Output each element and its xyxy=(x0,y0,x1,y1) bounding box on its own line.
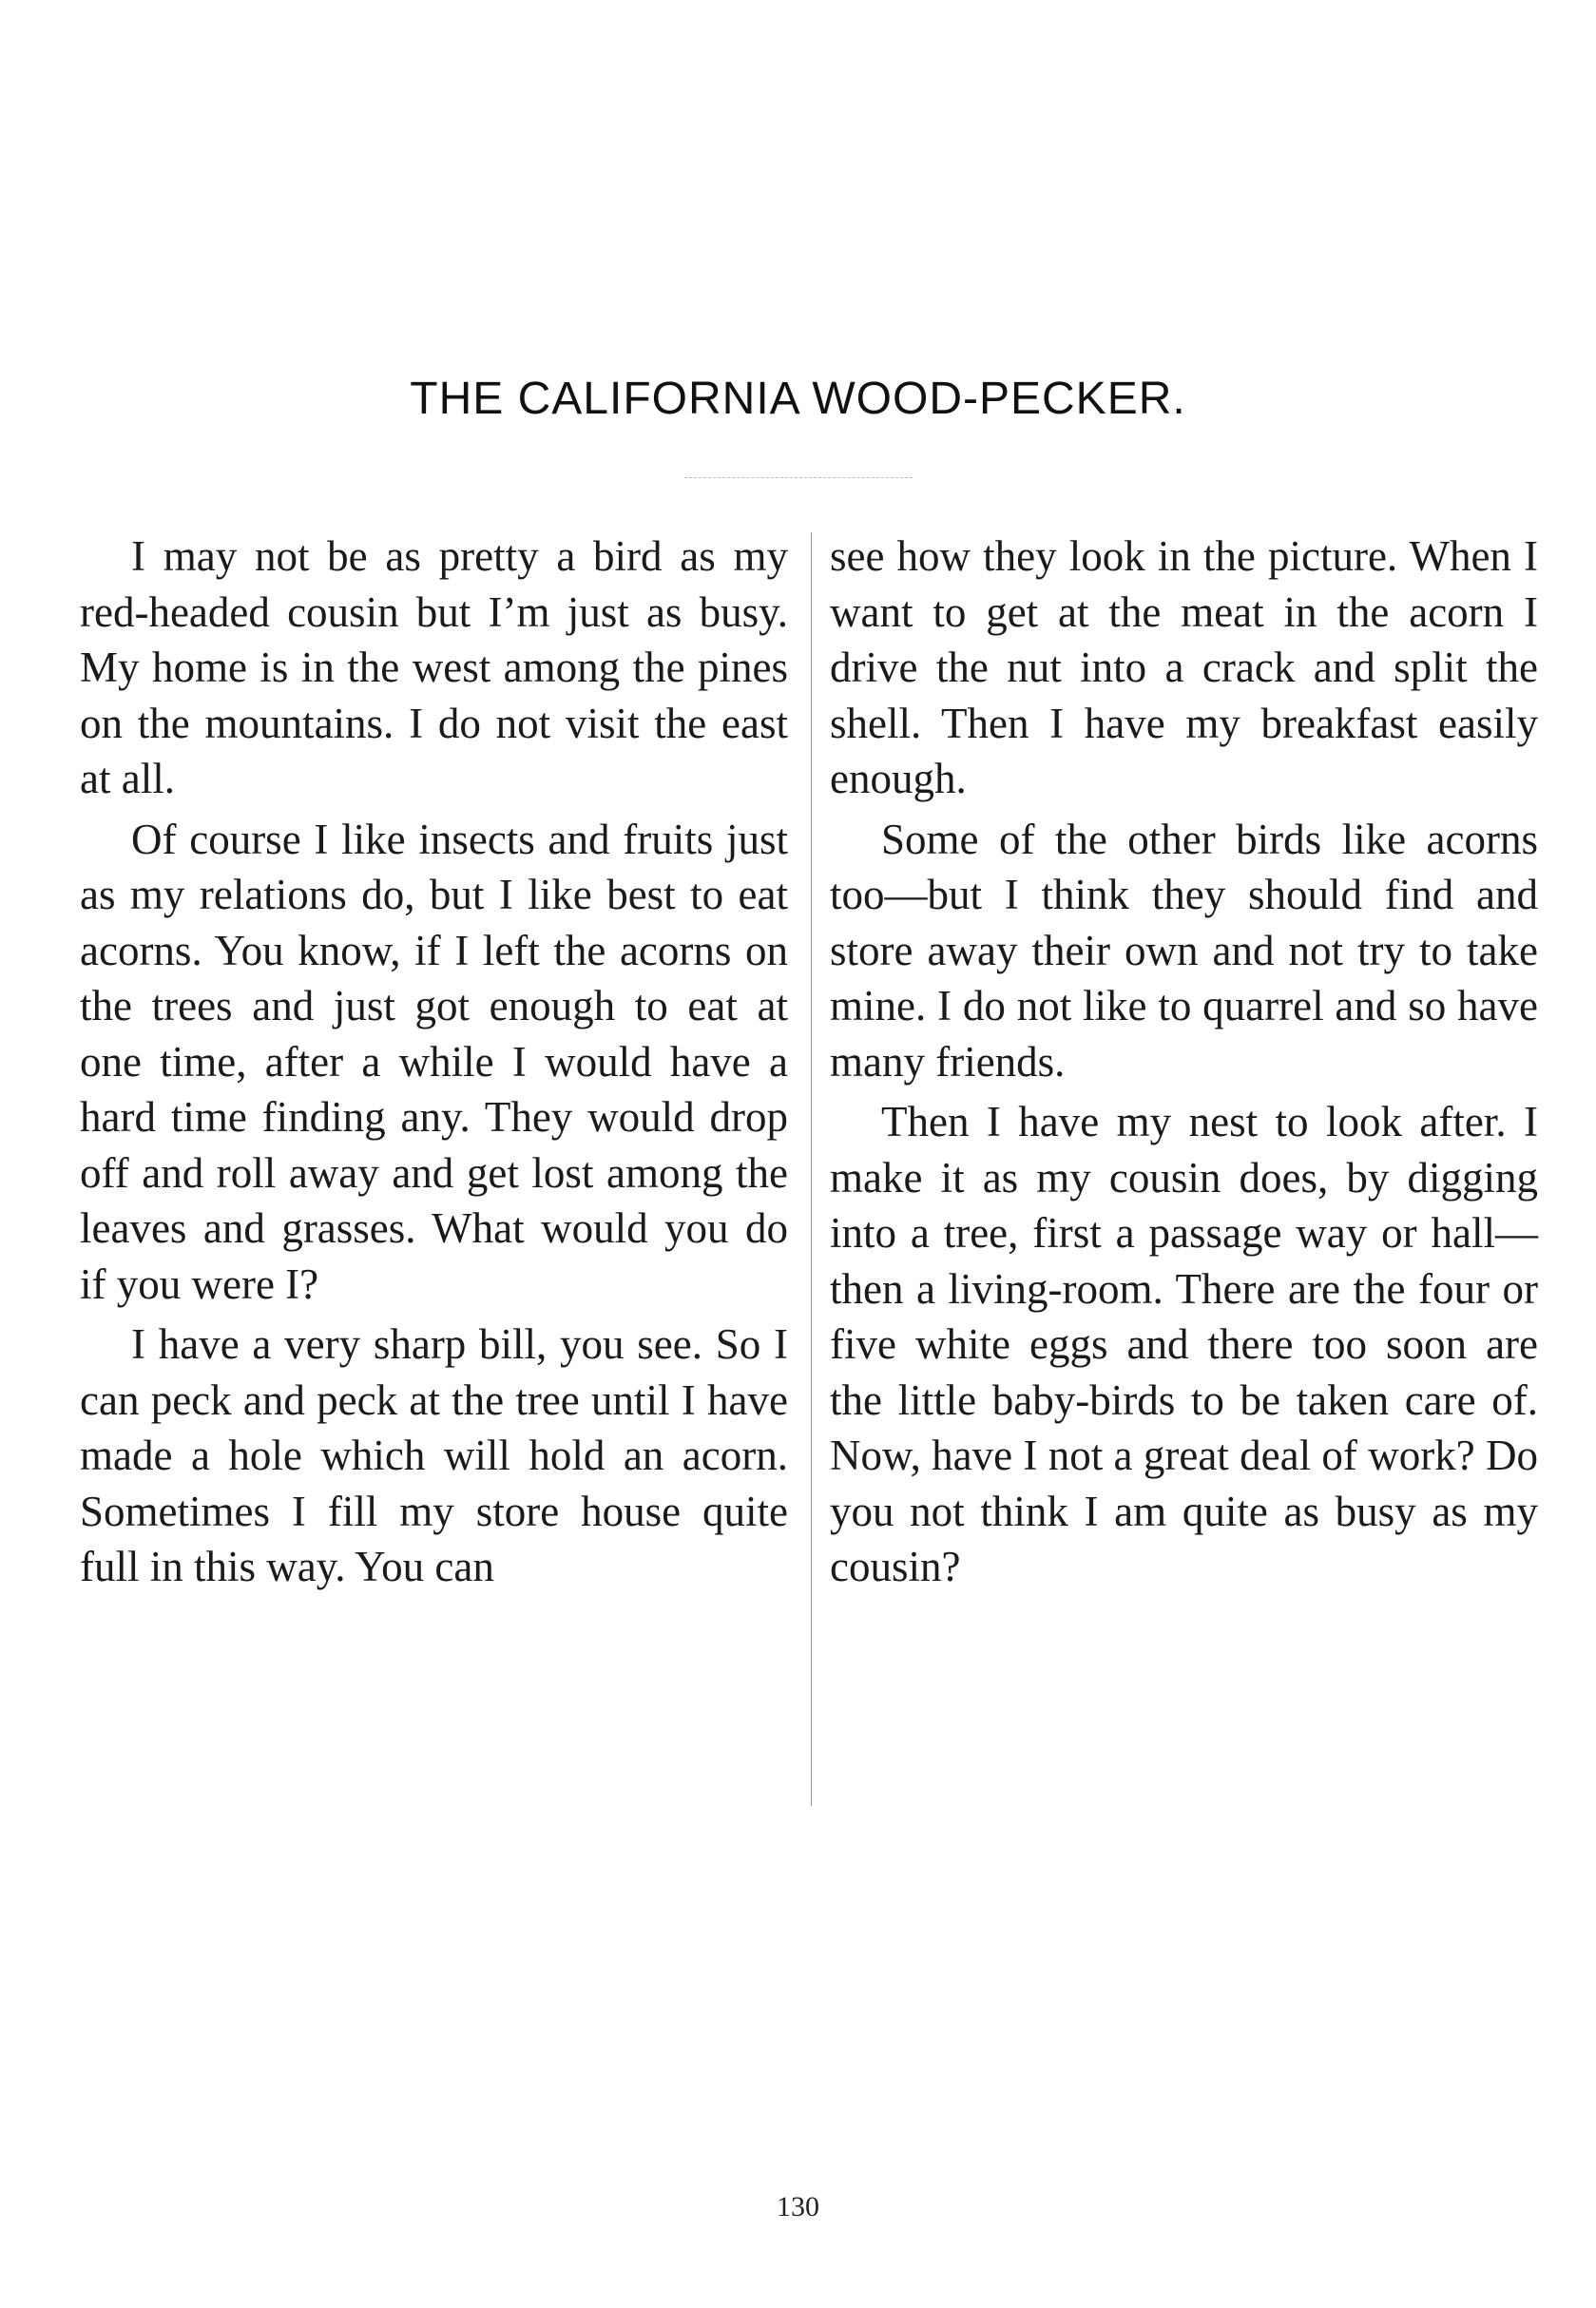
paragraph: Then I have my nest to look after. I make it as my cousin does, by digging into a tree, first a passage way or hall—then a living-room. There are the four or five white eggs and there too soon are the little baby-birds to be taken care of. Now, have I not a great deal of work? Do you not think I am quite as busy as my cousin? xyxy=(830,1098,1538,1590)
article-title: THE CALIFORNIA WOOD-PECKER. xyxy=(410,374,1186,424)
paragraph: Of course I like insects and fruits just as my relations do, but I like best to eat acorns. You know, if I left the acorns on the trees and just got enough to eat at one time, after a while I would have a hard time finding any. They would drop off and roll away and get lost among the leaves and grasses. What would you do if you were I? xyxy=(80,815,788,1308)
paragraph-continued: see how they look in the picture. When I want to get at the meat in the acorn I drive the nut into a crack and split the shell. Then I have my breakfast easily enough. xyxy=(830,532,1538,802)
paragraph: Some of the other birds like acorns too—but I think they should find and store away their own and not try to take mine. I do not like to quarrel and so have many friends. xyxy=(830,815,1538,1086)
left-column xyxy=(80,529,788,1600)
column-divider xyxy=(811,532,812,1806)
title-rule xyxy=(684,477,913,478)
page-number: 130 xyxy=(777,2191,819,2222)
right-column xyxy=(830,529,1538,1600)
paragraph: I have a very sharp bill, you see. So I can peck and peck at the tree until I have made a hole which will hold an acorn. Sometimes I fill my store house quite full in this way. You can xyxy=(80,1320,788,1590)
paragraph: I may not be as pretty a bird as my red-headed cousin but I’m just as busy. My home is in the west among the pines on the mountains. I do not visit the east at all. xyxy=(80,532,788,802)
